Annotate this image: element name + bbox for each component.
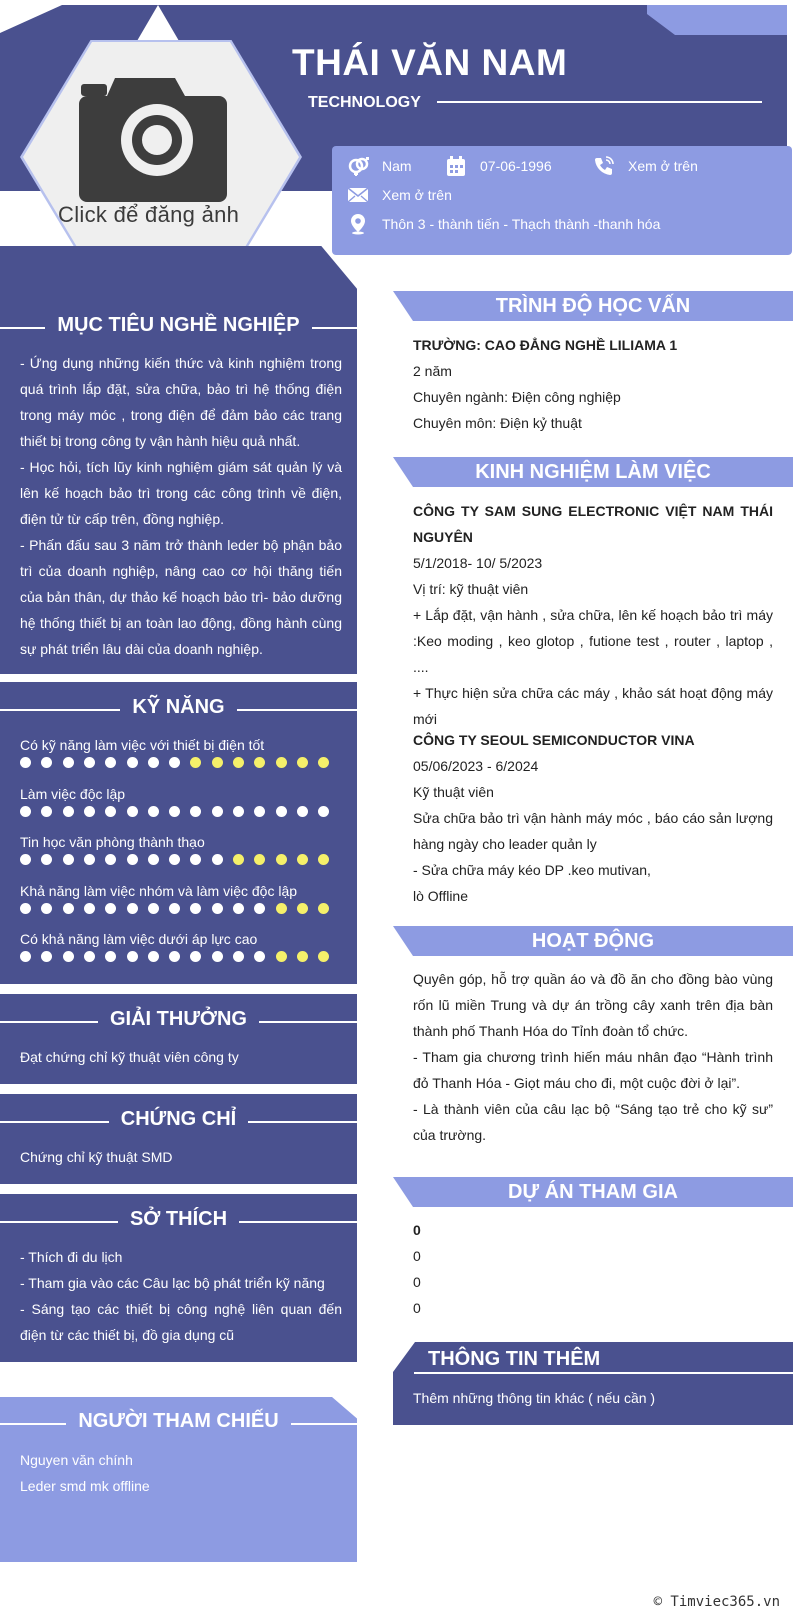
skill-dot-filled: [63, 757, 74, 768]
skill-dot-filled: [233, 951, 244, 962]
skill-dot-filled: [127, 757, 138, 768]
skill-dot-filled: [212, 951, 223, 962]
certificates-text[interactable]: Chứng chỉ kỹ thuật SMD: [20, 1149, 173, 1165]
skill-dot-empty: [233, 757, 244, 768]
skill-dot-filled: [127, 854, 138, 865]
skill-dot-filled: [148, 757, 159, 768]
skill-dot-filled: [233, 903, 244, 914]
skill-dot-filled: [63, 854, 74, 865]
skill-dot-filled: [63, 951, 74, 962]
email-icon: [347, 184, 369, 206]
skill-dot-filled: [148, 903, 159, 914]
more-info-heading-line: [414, 1372, 793, 1374]
skill-dot-empty: [233, 854, 244, 865]
skill-label[interactable]: Khả năng làm việc nhóm và làm việc độc lập: [20, 883, 298, 899]
more-info-notch: [393, 1342, 415, 1372]
phone-icon: [593, 155, 615, 177]
skill-dot-filled: [148, 806, 159, 817]
education-heading: TRÌNH ĐỘ HỌC VẤN: [495, 295, 691, 317]
skill-dot-filled: [84, 757, 95, 768]
address-value[interactable]: Thôn 3 - thành tiến - Thạch thành -thanh hóa: [382, 216, 661, 232]
skill-label[interactable]: Có khả năng làm việc dưới áp lực cao: [20, 931, 258, 947]
projects-text[interactable]: 0 0 0 0: [413, 1222, 421, 1316]
experience-job[interactable]: CÔNG TY SEOUL SEMICONDUCTOR VINA 05/06/2023 - 6/2024 Kỹ thuật viên Sửa chữa bảo trì vận hành máy móc , báo cáo sản lượng hàng ngày cho leader quản ly - Sửa chữa máy kéo DP .keo mutivan, lò Offline: [413, 732, 773, 904]
hobbies-heading: SỞ THÍCH: [0, 1208, 357, 1231]
skill-dot-filled: [20, 951, 31, 962]
skill-dot-filled: [20, 903, 31, 914]
candidate-name[interactable]: THÁI VĂN NAM: [292, 42, 568, 83]
skill-dot-empty: [276, 757, 287, 768]
objective-heading: MỤC TIÊU NGHỀ NGHIỆP: [0, 314, 357, 337]
skill-dot-filled: [20, 757, 31, 768]
skill-dot-empty: [276, 903, 287, 914]
skill-dot-filled: [20, 806, 31, 817]
title-divider: [437, 101, 762, 103]
gender-icon: [347, 155, 369, 177]
skill-dot-filled: [127, 903, 138, 914]
skill-dot-empty: [297, 951, 308, 962]
skill-dot-filled: [84, 903, 95, 914]
avatar-upload-label[interactable]: Click để đăng ảnh: [58, 202, 240, 227]
skill-dot-filled: [20, 854, 31, 865]
more-info-text[interactable]: Thêm những thông tin khác ( nếu cần ): [413, 1390, 656, 1406]
activities-heading: HOẠT ĐỘNG: [531, 930, 655, 952]
skill-dot-empty: [297, 757, 308, 768]
birthday-value[interactable]: 07-06-1996: [480, 158, 552, 174]
skill-dot-filled: [212, 806, 223, 817]
skill-dot-filled: [63, 806, 74, 817]
skill-dot-empty: [212, 757, 223, 768]
awards-heading: GIẢI THƯỞNG: [0, 1008, 357, 1031]
activities-text[interactable]: Quyên góp, hỗ trợ quần áo và đồ ăn cho đồng bào vùng rốn lũ miền Trung và dự án trồng cây xanh trên địa bàn thành phố Thanh Hóa do Tỉnh đoàn tổ chức. - Tham gia chương trình hiến máu nhân đạo “Hành trình đỏ Thanh Hóa - Giọt máu cho đi, một cuộc đời ở lại”. - Là thành viên của câu lạc bộ “Sáng tạo trẻ cho kỹ sư” của trường.: [413, 971, 773, 1143]
footer-copyright[interactable]: © Timviec365.vn: [653, 1594, 780, 1610]
experience-heading: KINH NGHIỆM LÀM VIỆC: [475, 461, 711, 483]
email-value[interactable]: Xem ở trên: [382, 187, 452, 203]
phone-value[interactable]: Xem ở trên: [628, 158, 698, 174]
skill-dot-filled: [84, 806, 95, 817]
skill-label[interactable]: Có kỹ năng làm việc với thiết bị điện tốt: [20, 737, 265, 753]
skill-dot-empty: [297, 903, 308, 914]
hobbies-text[interactable]: - Thích đi du lịch - Tham gia vào các Câu lạc bộ phát triển kỹ năng - Sáng tạo các thiết bị công nghệ liên quan đến điện từ các thiết bị, đồ gia dụng cũ: [20, 1249, 342, 1343]
contact-box: [332, 146, 792, 255]
skill-dot-filled: [84, 951, 95, 962]
education-text[interactable]: TRƯỜNG: CAO ĐẲNG NGHỀ LILIAMA 1 2 năm Chuyên ngành: Điện công nghiệp Chuyên môn: Điện kỷ thuật: [413, 337, 678, 431]
calendar-icon: [445, 155, 467, 177]
skill-dot-filled: [212, 903, 223, 914]
experience-job[interactable]: CÔNG TY SAM SUNG ELECTRONIC VIỆT NAM THÁI NGUYÊN 5/1/2018- 10/ 5/2023 Vị trí: kỹ thuật viên + Lắp đặt, vận hành , sửa chữa, lên kế hoạch bảo trì máy :Keo moding , keo glotop , futione test , router , laptop , .... + Thực hiện sửa chữa các máy , khảo sát hoạt động máy mới: [413, 503, 773, 727]
header-corner-decoration: [0, 5, 62, 33]
location-pin-icon: [347, 213, 369, 235]
certificates-heading: CHỨNG CHỈ: [0, 1108, 357, 1131]
skill-dot-filled: [84, 854, 95, 865]
candidate-title[interactable]: TECHNOLOGY: [308, 94, 421, 111]
skill-dot-filled: [127, 951, 138, 962]
skill-dot-filled: [148, 951, 159, 962]
skill-dot-empty: [297, 854, 308, 865]
references-text[interactable]: Nguyen văn chính Leder smd mk offline: [20, 1452, 150, 1494]
projects-heading: DỰ ÁN THAM GIA: [508, 1181, 678, 1203]
skill-dot-filled: [127, 806, 138, 817]
skill-label[interactable]: Tin học văn phòng thành thạo: [20, 834, 205, 850]
skill-dot-empty: [276, 854, 287, 865]
skill-dot-filled: [63, 903, 74, 914]
references-heading: NGƯỜI THAM CHIẾU: [0, 1410, 357, 1433]
gender-value[interactable]: Nam: [382, 158, 412, 174]
skill-dot-filled: [276, 806, 287, 817]
skills-heading: KỸ NĂNG: [0, 696, 357, 719]
more-info-heading: THÔNG TIN THÊM: [428, 1348, 601, 1370]
skill-dot-filled: [212, 854, 223, 865]
skill-dot-filled: [297, 806, 308, 817]
skill-label[interactable]: Làm việc độc lập: [20, 786, 126, 802]
awards-text[interactable]: Đạt chứng chỉ kỹ thuật viên công ty: [20, 1049, 239, 1065]
skill-dot-filled: [233, 806, 244, 817]
objective-text[interactable]: - Ứng dụng những kiến thức và kinh nghiệm trong quá trình lắp đặt, sửa chữa, bảo trì hệ thống điện trong máy móc , trong điện để đảm bảo các trang thiết bị trong công ty vận hành hiệu quả nhất. - Học hỏi, tích lũy kinh nghiệm giám sát quản lý và lên kế hoạch bảo trì trong các công trình về điện, điện tử từ cấp trên, đồng nghiệp. - Phấn đấu sau 3 năm trở thành leder bộ phận bảo trì của doanh nghiệp, nâng cao cơ hội thăng tiến của bản thân, dự thảo kế hoạch bảo trì- bảo dưỡng hệ thống thiết bị an toàn lao động, đồng hành cùng sự phát triển lâu dài của doanh nghiệp.: [20, 355, 342, 657]
skill-dot-filled: [148, 854, 159, 865]
skill-dot-empty: [276, 951, 287, 962]
